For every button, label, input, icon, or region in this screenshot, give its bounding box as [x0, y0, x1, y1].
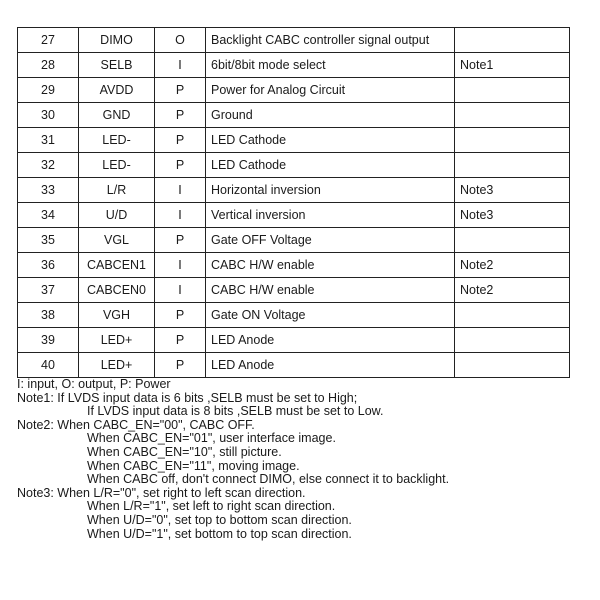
pin-description: Vertical inversion: [206, 203, 455, 228]
pin-symbol: AVDD: [79, 78, 155, 103]
pin-symbol: L/R: [79, 178, 155, 203]
pin-io-type: I: [155, 253, 206, 278]
pin-io-type: I: [155, 178, 206, 203]
note2-line: Note2: When CABC_EN="00", CABC OFF.: [17, 417, 255, 432]
table-row: [18, 153, 570, 178]
pin-symbol: CABCEN0: [79, 278, 155, 303]
table-row: [18, 203, 570, 228]
pin-symbol: VGL: [79, 228, 155, 253]
pin-io-type: O: [155, 28, 206, 53]
pin-remark: [455, 128, 570, 153]
pin-number: 39: [18, 328, 79, 353]
pin-description: LED Anode: [206, 328, 455, 353]
note2-line: When CABC_EN="10", still picture.: [87, 444, 282, 459]
pin-io-type: P: [155, 78, 206, 103]
pin-remark: [455, 28, 570, 53]
note3-line: When U/D="0", set top to bottom scan direction.: [87, 512, 352, 527]
note1-line: If LVDS input data is 8 bits ,SELB must be set to Low.: [87, 404, 384, 419]
pin-description: Gate ON Voltage: [206, 303, 455, 328]
pin-symbol: CABCEN1: [79, 253, 155, 278]
pin-io-type: P: [155, 228, 206, 253]
table-row: [18, 53, 570, 78]
pin-description: Ground: [206, 103, 455, 128]
table-row: [18, 328, 570, 353]
table-row: [18, 28, 570, 53]
pin-symbol: LED-: [79, 153, 155, 178]
pin-description: Backlight CABC controller signal output: [206, 28, 455, 53]
note2-line: When CABC_EN="01", user interface image.: [87, 431, 336, 446]
pin-remark: Note3: [455, 178, 570, 203]
note3-line: Note3: When L/R="0", set right to left scan direction.: [17, 485, 306, 500]
pin-symbol: VGH: [79, 303, 155, 328]
pin-io-type: I: [155, 203, 206, 228]
notes-section: [17, 378, 449, 541]
pin-number: 35: [18, 228, 79, 253]
pin-number: 34: [18, 203, 79, 228]
pin-description: 6bit/8bit mode select: [206, 53, 455, 78]
pin-description: Power for Analog Circuit: [206, 78, 455, 103]
pin-symbol: DIMO: [79, 28, 155, 53]
pin-number: 28: [18, 53, 79, 78]
pin-symbol: GND: [79, 103, 155, 128]
pin-io-type: P: [155, 303, 206, 328]
table-row: [18, 228, 570, 253]
pin-description: CABC H/W enable: [206, 278, 455, 303]
table-row: [18, 178, 570, 203]
io-legend: I: input, O: output, P: Power: [17, 377, 171, 391]
pin-symbol: LED+: [79, 328, 155, 353]
pin-description: Horizontal inversion: [206, 178, 455, 203]
table-row: [18, 128, 570, 153]
pin-remark: [455, 228, 570, 253]
pin-remark: [455, 103, 570, 128]
pin-number: 31: [18, 128, 79, 153]
pin-number: 36: [18, 253, 79, 278]
pin-remark: [455, 328, 570, 353]
pin-symbol: SELB: [79, 53, 155, 78]
table-row: [18, 353, 570, 378]
pin-number: 38: [18, 303, 79, 328]
pin-io-type: P: [155, 103, 206, 128]
note2-line: When CABC_EN="11", moving image.: [87, 458, 300, 473]
table-row: [18, 278, 570, 303]
pin-description: LED Cathode: [206, 153, 455, 178]
note2-line: When CABC off, don't connect DIMO, else connect it to backlight.: [87, 472, 450, 487]
pin-number: 30: [18, 103, 79, 128]
pin-remark: Note3: [455, 203, 570, 228]
pin-description: CABC H/W enable: [206, 253, 455, 278]
pin-number: 33: [18, 178, 79, 203]
pin-io-type: I: [155, 278, 206, 303]
pin-remark: [455, 353, 570, 378]
note1-line: Note1: If LVDS input data is 6 bits ,SELB must be set to High;: [17, 390, 358, 405]
pin-remark: Note1: [455, 53, 570, 78]
pin-remark: [455, 153, 570, 178]
pin-io-type: P: [155, 353, 206, 378]
pin-symbol: LED+: [79, 353, 155, 378]
pin-remark: [455, 303, 570, 328]
pin-io-type: P: [155, 328, 206, 353]
pin-number: 37: [18, 278, 79, 303]
note3-line: When L/R="1", set left to right scan direction.: [87, 499, 336, 514]
pin-remark: [455, 78, 570, 103]
pin-table-body: [18, 28, 570, 378]
table-row: [18, 103, 570, 128]
pin-number: 29: [18, 78, 79, 103]
table-row: [18, 303, 570, 328]
pin-number: 40: [18, 353, 79, 378]
pin-number: 27: [18, 28, 79, 53]
pin-number: 32: [18, 153, 79, 178]
table-row: [18, 253, 570, 278]
pin-assignment-table: [17, 27, 570, 378]
pin-remark: Note2: [455, 278, 570, 303]
pin-remark: Note2: [455, 253, 570, 278]
pin-description: LED Cathode: [206, 128, 455, 153]
pin-symbol: LED-: [79, 128, 155, 153]
table-row: [18, 78, 570, 103]
pin-io-type: P: [155, 153, 206, 178]
pin-symbol: U/D: [79, 203, 155, 228]
pin-description: Gate OFF Voltage: [206, 228, 455, 253]
note3-line: When U/D="1", set bottom to top scan direction.: [87, 526, 352, 541]
pin-io-type: P: [155, 128, 206, 153]
pin-description: LED Anode: [206, 353, 455, 378]
pin-io-type: I: [155, 53, 206, 78]
